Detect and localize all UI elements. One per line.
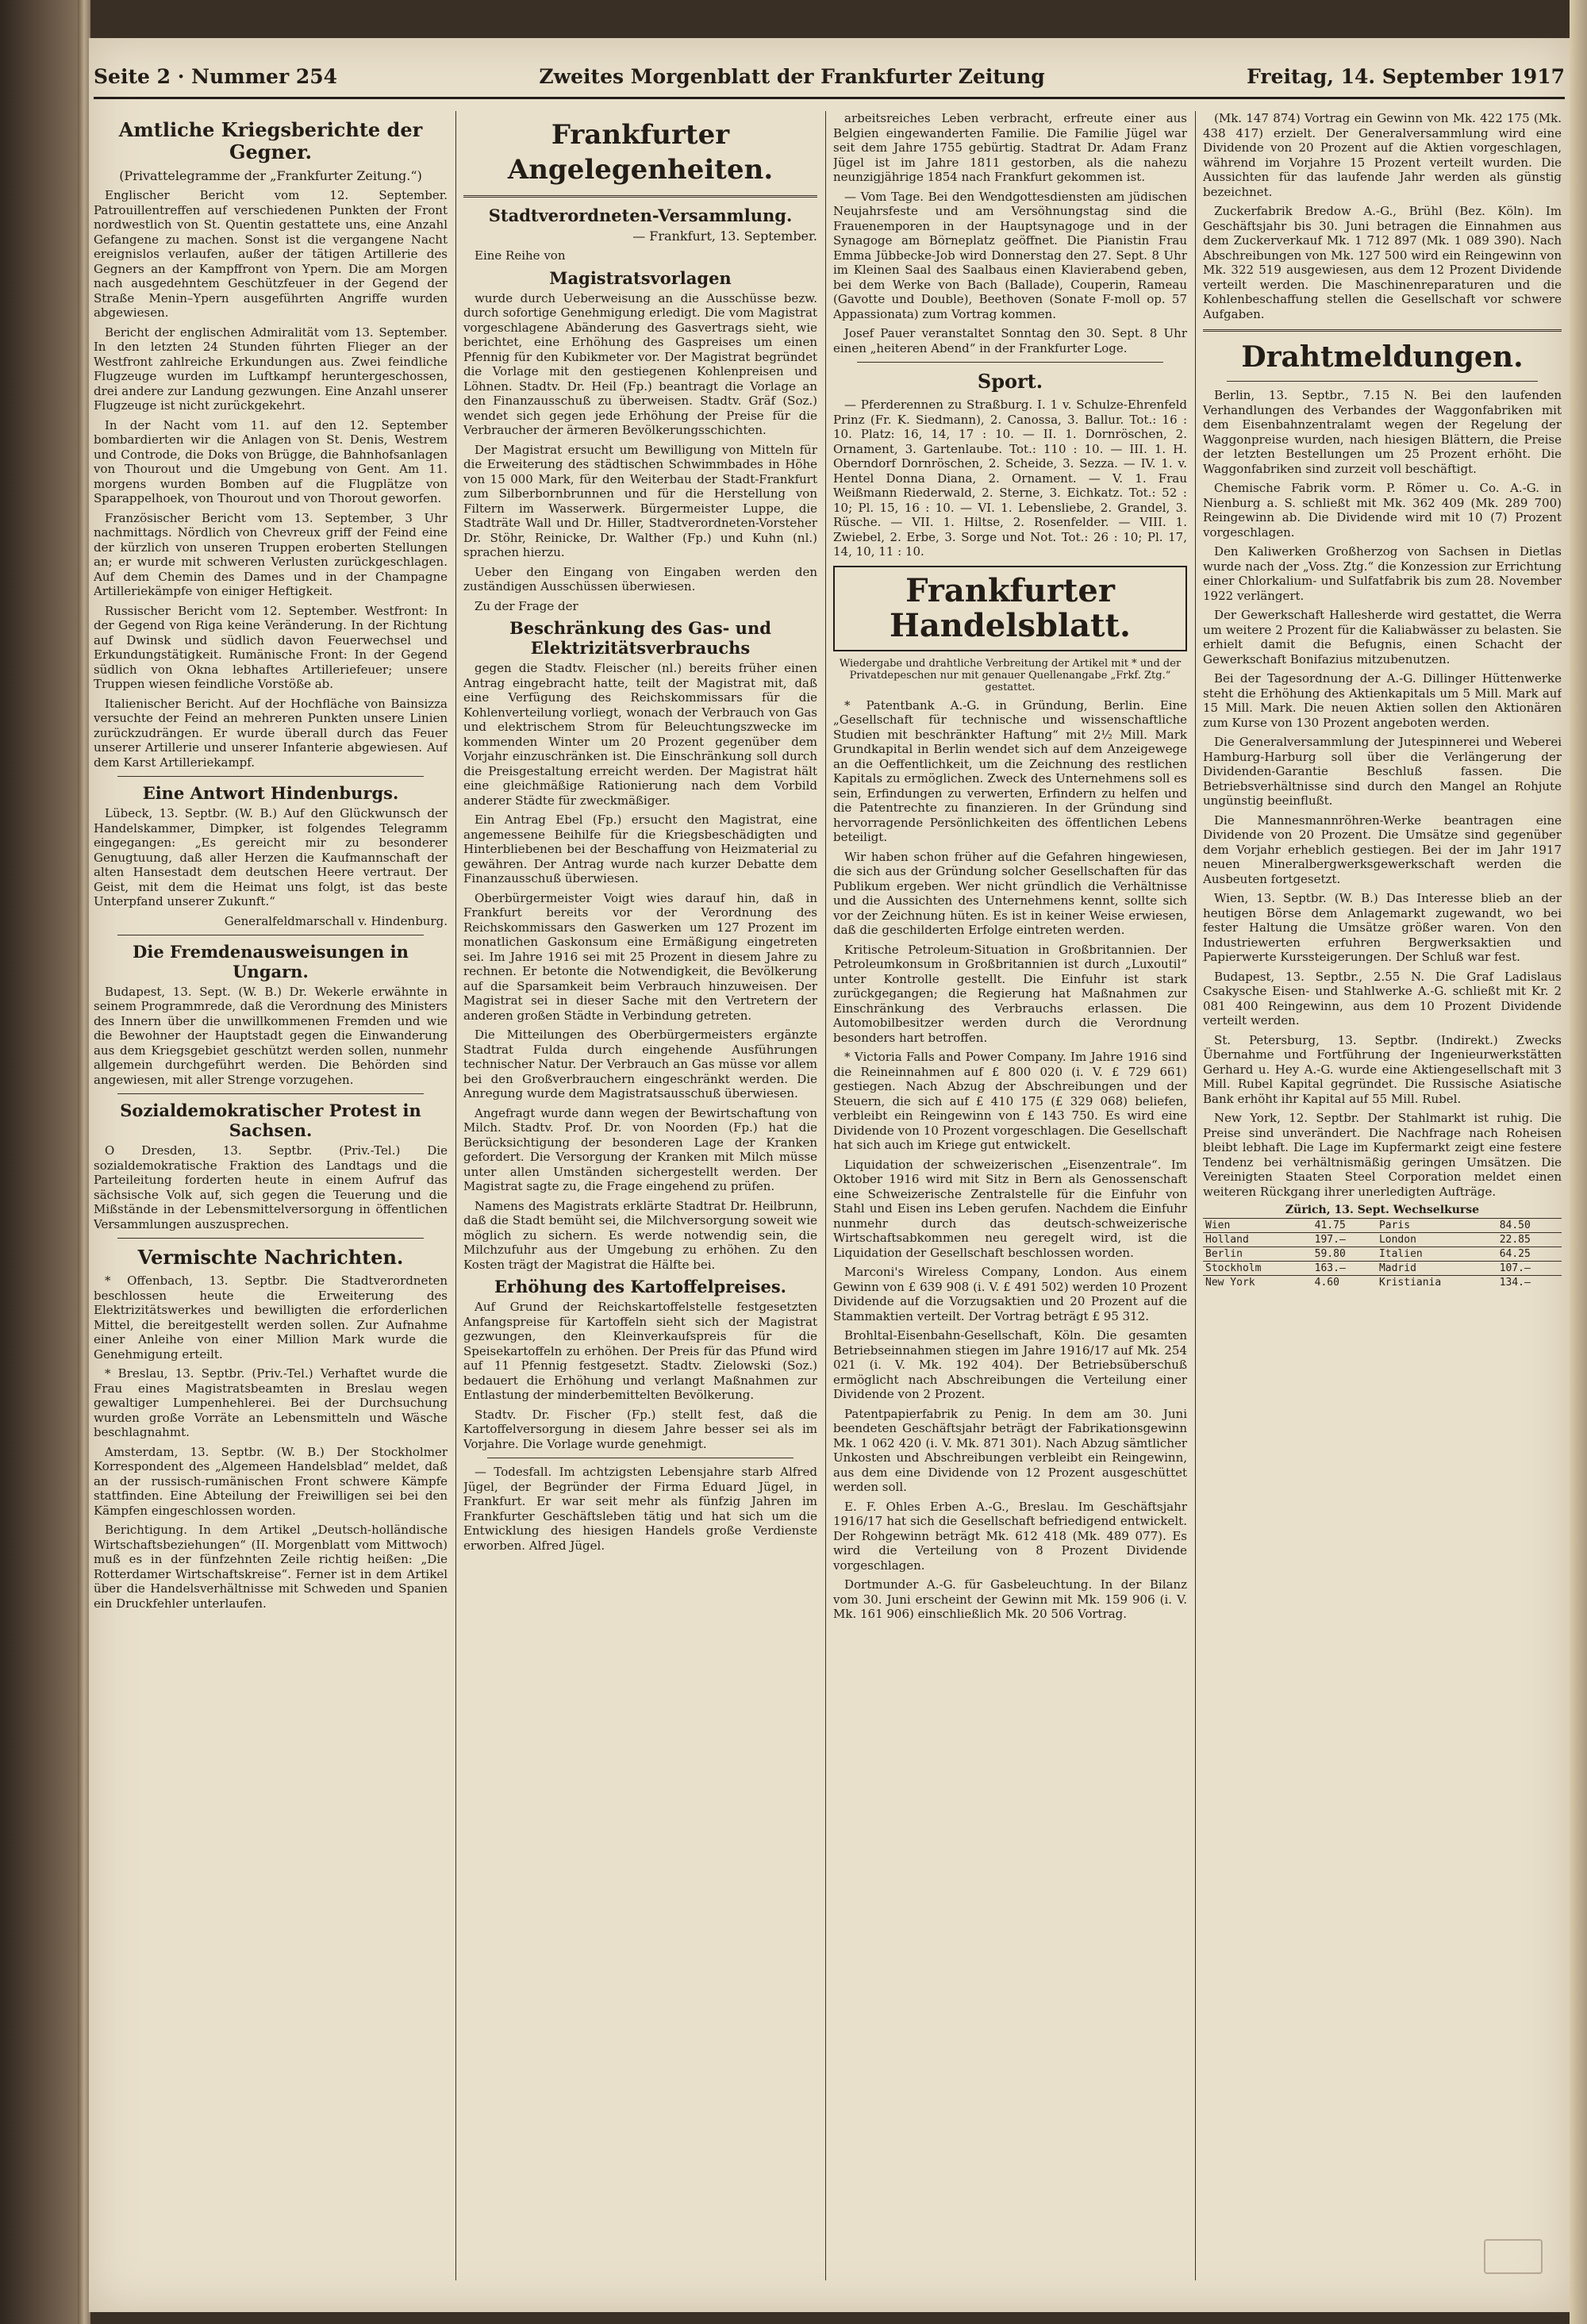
table-cell: Madrid	[1377, 1262, 1497, 1276]
table-cell: 4.60	[1312, 1276, 1377, 1290]
table-row	[1203, 1276, 1562, 1290]
article-paragraph: Lübeck, 13. Septbr. (W. B.) Auf den Glückwunsch der Handelskammer, Dimpker, ist folgendes Telegramm eingegangen: „Es gereicht mir zu besonderer Genugtuung, daß aller Herzen die Kaufmannschaft der alten Hansestadt dem deutschen Heere vertraut. Der Geist, mit dem die Heimat uns folgt, ist das beste Unterpfand unserer Zukunft.“	[94, 806, 448, 908]
article-paragraph: Der Magistrat ersucht um Bewilligung von Mitteln für die Erweiterung des städtischen Schwimmbades in Höhe von 15 000 Mark, für den Weiterbau der Stadt-Frankfurt zum Silberbornbrunnen und für die Herstellung von Filtern im Wasserwerk. Bürgermeister Luppe, die Stadträte Wall und Dr. Hiller, Stadtverordneten-Vorsteher Dr. Stöhr, Reinicke, Dr. Walther (Fp.) und Kuhn (nl.) sprachen hierzu.	[463, 442, 817, 559]
article-paragraph: — Vom Tage. Bei den Wendgottesdiensten am jüdischen Neujahrsfeste und am Versöhnungstag sind die Frauenemporen in der Hauptsynagoge und in der Synagoge am Börneplatz geöffnet. Die Pianistin Frau Emma Jübbecke-Job wird Donnerstag den 27. Sept. 8 Uhr im Kleinen Saal des Saalbaus einen Klavierabend geben, bei dem Werke von Bach (Ballade), Couperin, Rameau (Gavotte und Double), Beethoven (Sonate F-moll op. 57 Appassionata) zum Vortrag kommen.	[833, 189, 1187, 321]
article-paragraph: Der Gewerkschaft Hallesherde wird gestattet, die Werra um weitere 2 Prozent für die Kaliabwässer zu belasten. Sie erhielt damit die Befugnis, einen Schacht der Gewerkschaft Bonifazius mitzubenutzen.	[1203, 608, 1562, 666]
page-edge	[1570, 0, 1587, 2324]
signature-hindenburg: Generalfeldmarschall v. Hindenburg.	[224, 913, 448, 928]
column-separator	[455, 111, 456, 2280]
headline-sport: Sport.	[977, 370, 1043, 393]
table-cell: London	[1377, 1233, 1497, 1247]
article-paragraph: Zu der Frage der	[475, 598, 578, 613]
subheading-gasverbrauch: Beschränkung des Gas- und Elektrizitätsverbrauchs	[509, 618, 771, 658]
article-paragraph: Dortmunder A.-G. für Gasbeleuchtung. In der Bilanz vom 30. Juni erscheint der Gewinn mit Mk. 159 906 (i. V. Mk. 161 906) einschließlich Mk. 20 506 Vortrag.	[833, 1577, 1187, 1621]
article-paragraph: Den Kaliwerken Großherzog von Sachsen in Dietlas wurde nach der „Voss. Ztg.“ die Konzession zur Errichtung einer Chlorkalium- und Sulfatfabrik bis zum 28. November 1922 verlängert.	[1203, 544, 1562, 603]
article-paragraph: (Mk. 147 874) Vortrag ein Gewinn von Mk. 422 175 (Mk. 438 417) erzielt. Der Generalversammlung wird eine Dividende von 20 Prozent auf die Aktien vorgeschlagen, während im Vorjahre 15 Prozent verteilt wurden. Die Aussichten für das laufende Jahr werden als günstig bezeichnet.	[1203, 111, 1562, 199]
article-paragraph: Marconi's Wireless Company, London. Aus einem Gewinn von £ 639 908 (i. V. £ 491 502) werden 10 Prozent Dividende auf die Vorzugsaktien und 20 Prozent auf die Stammaktien verteilt. Der Vortrag beträgt £ 95 312.	[833, 1265, 1187, 1323]
column-1	[94, 111, 448, 2280]
table-cell: Kristiania	[1377, 1276, 1497, 1290]
headline-stadtverordneten: Stadtverordneten-Versammlung.	[488, 206, 793, 225]
article-paragraph: Berlin, 13. Septbr., 7.15 N. Bei den laufenden Verhandlungen des Verbandes der Waggonfabriken mit dem Eisenbahnzentralamt wegen der Regelung der Waggonpreise wurden, nach hiesigen Blättern, die Preise der letzten Bestellungen um 25 Prozent erhöht. Die Waggonfabriken sind zurzeit voll beschäftigt.	[1203, 388, 1562, 476]
article-paragraph: Auf Grund der Reichskartoffelstelle festgesetzten Anfangspreise für Kartoffeln sieht sich der Magistrat gezwungen, den Kleinverkaufspreis für die Speisekartoffeln zu erhöhen. Der Preis für das Pfund wird auf 11 Pfennig festgesetzt. Stadtv. Zielowski (Soz.) bedauert die Erhöhung und verlangt Maßnahmen zur Entlastung der minderbemittelten Bevölkerung.	[463, 1300, 817, 1402]
table-cell: Paris	[1377, 1219, 1497, 1233]
headline-drahtmeldungen: Drahtmeldungen.	[1241, 340, 1524, 374]
article-paragraph: * Patentbank A.-G. in Gründung, Berlin. Eine „Gesellschaft für technische und wissenschaftliche Studien mit beschränkter Haftung“ mit 2½ Mill. Mark Grundkapital in Berlin wendet sich auf dem Anzeigewege an die Oeffentlichkeit, um die Zeichnung des restlichen Kapitals zu ermöglichen. Zweck des Unternehmens soll es sein, Erfindungen zu verwerten, Erfindern zu helfen und die Patentrechte zu finanzieren. In der Gründung sind hervorragende Persönlichkeiten des öffentlichen Lebens beteiligt.	[833, 697, 1187, 844]
table-cell: Stockholm	[1203, 1262, 1312, 1276]
handelsblatt-notice: Wiedergabe und drahtliche Verbreitung der Artikel mit * und der Privatdepeschen nur mit genauer Quellenangabe „Frkf. Ztg.“ gestattet.	[839, 657, 1182, 693]
table-row	[1203, 1247, 1562, 1262]
headline-ungarn: Die Fremdenausweisungen in Ungarn.	[133, 941, 409, 981]
exchange-table-title: Zürich, 13. Sept. Wechselkurse	[1285, 1204, 1480, 1216]
masthead-page-number: Seite 2 · Nummer 254	[94, 64, 338, 88]
table-row	[1203, 1233, 1562, 1247]
article-paragraph: Budapest, 13. Sept. (W. B.) Dr. Wekerle erwähnte in seinem Programmrede, daß die Verordnung des Ministers des Innern über die unwillkommenen Fremden und wie die Bewohner der Hauptstadt gegen die Einwanderung aus dem Kriegsgebiet geschützt werden sollen, nunmehr allgemein durchgeführt werden. Die Behörden sind angewiesen, mit aller Strenge vorzugehen.	[94, 984, 448, 1087]
section-divider	[857, 362, 1163, 363]
article-paragraph: * Offenbach, 13. Septbr. Die Stadtverordneten beschlossen heute die Erweiterung des Elektrizitätswerkes und bewilligten die erforderlichen Mittel, die bereitgestellt werden sollen. Zur Aufnahme einer Anleihe von einer Million Mark wurde die Genehmigung erteilt.	[94, 1273, 448, 1362]
table-cell: 84.50	[1497, 1219, 1562, 1233]
article-paragraph: Bei der Tagesordnung der A.-G. Dillinger Hüttenwerke steht die Erhöhung des Aktienkapitals um 5 Mill. Mark auf 15 Mill. Mark. Die neuen Aktien sollen den Aktionären zum Kurse von 130 Prozent angeboten werden.	[1203, 671, 1562, 730]
exchange-rate-table	[1203, 1218, 1562, 1289]
handelsblatt-banner	[833, 566, 1187, 651]
table-cell: New York	[1203, 1276, 1312, 1290]
subheading-magistratsvorlagen: Magistratsvorlagen	[549, 267, 732, 288]
article-paragraph: Zuckerfabrik Bredow A.-G., Brühl (Bez. Köln). Im Geschäftsjahr bis 30. Juni betragen die Einnahmen aus dem Zuckerverkauf Mk. 1 712 897 (Mk. 1 089 390). Nach Abschreibungen von Mk. 127 500 wird ein Reingewinn von Mk. 322 519 ausgewiesen, aus dem 12 Prozent Dividende verteilt werden. Die Maschinenreparaturen und die Kohlenbeschaffung stellen die Gesellschaft vor schwere Aufgaben.	[1203, 204, 1562, 321]
article-paragraph: Ueber den Eingang von Eingaben werden den zuständigen Ausschüssen überwiesen.	[463, 564, 817, 593]
table-cell: 163.—	[1312, 1262, 1377, 1276]
section-divider	[117, 776, 424, 777]
article-paragraph: Die Mitteilungen des Oberbürgermeisters ergänzte Stadtrat Fulda durch eingehende Ausführungen technischer Natur. Der Verbrauch an Gas müsse vor allem bei den Großverbrauchern eingeschränkt werden. Die Anregung wurde dem Magistratsausschuß überwiesen.	[463, 1028, 817, 1101]
table-cell: 22.85	[1497, 1233, 1562, 1247]
article-paragraph: O Dresden, 13. Septbr. (Priv.-Tel.) Die sozialdemokratische Fraktion des Landtags und die Parteileitung forderten heute in einem Aufruf das sächsische Volk auf, sich gegen die Teuerung und die Mißstände in der Lebensmittelversorgung in öffentlichen Versammlungen auszusprechen.	[94, 1143, 448, 1231]
article-paragraph: Englischer Bericht vom 12. September. Patrouillentreffen auf verschiedenen Punkten der Front nordwestlich von St. Quentin gestattete uns, eine Anzahl Gefangene zu machen. Sonst ist die vergangene Nacht ereignislos verlaufen, außer der tätigen Artillerie des Gegners an der Kampffront von Ypern. Die am Morgen nach ausgedehntem Geschützfeuer in der Gegend der Straße Menin–Ypern ausgeführten Angriffe wurden abgewiesen.	[94, 188, 448, 320]
column-4	[1203, 111, 1562, 2280]
masthead	[94, 60, 1565, 92]
article-paragraph: — Pferderennen zu Straßburg. I. 1 v. Schulze-Ehrenfeld Prinz (Fr. K. Siedmann), 2. Canossa, 3. Ballur. Tot.: 16 : 10. Platz: 16, 14, 17 : 10. — II. 1. Dornröschen, 2. Ornament, 3. Gartenlaube. Tot.: 110 : 10. — III. 1. H. Oberndorf Dornröschen, 2. Scheide, 3. Sezza. — IV. 1. v. Hentel Donna Diana, 2. Ornament. — V. 1. Frau Weißmann Riederwald, 2. Sterne, 3. Eichkatz. Tot.: 52 : 10; Pl. 15, 16 : 10. — VI. 1. Lebensliebe, 2. Grandel, 3. Rüsche. — VII. 1. Hiltse, 2. Rosenfelder. — VIII. 1. Zwiebel, 2. Erbe, 3. Sorge und Not. Tot.: 26 : 10; Pl. 17, 14, 10, 11 : 10.	[833, 398, 1187, 559]
headline-frankfurter-angelegenheiten: Frankfurter Angelegenheiten.	[507, 119, 774, 186]
section-divider	[117, 1093, 424, 1094]
article-paragraph: Josef Pauer veranstaltet Sonntag den 30. Sept. 8 Uhr einen „heiteren Abend“ in der Frankfurter Loge.	[833, 326, 1187, 355]
column-2	[463, 111, 817, 2280]
archive-stamp	[1484, 2239, 1543, 2274]
article-paragraph: Oberbürgermeister Voigt wies darauf hin, daß in Frankfurt bereits vor der Verordnung des Reichskommissars den Gaswerken um 127 Prozent im monatlichen Gaskonsum eine Ermäßigung eingetreten sei. Im Jahre 1916 sei mit 25 Prozent in diesem Jahre zu rechnen. Er betonte die Notwendigkeit, die Bevölkerung auf die Sparsamkeit beim Verbrauch hinzuweisen. Der Magistrat sei in dieser Sache mit den Vertretern der anderen großen Städte in Verbindung getreten.	[463, 890, 817, 1023]
article-paragraph: Wir haben schon früher auf die Gefahren hingewiesen, die sich aus der Gründung solcher Gesellschaften für das Publikum ergeben. Wer nicht gründlich die Verhältnisse und die Aussichten des Unternehmens kennt, sollte sich vor der Zeichnung hüten. Es ist in keiner Weise erwiesen, daß die geschilderten Erfolge eintreten werden.	[833, 849, 1187, 937]
article-paragraph: In der Nacht vom 11. auf den 12. September bombardierten wir die Anlagen von St. Denis, Westrem und Controde, die Doks von Brügge, die Bahnhofsanlagen von Thourout und die Umgebung von Gent. Am 11. morgens wurden Bomben auf die Flugplätze von Sparappelhoek, von Thourout und von Thorout geworfen.	[94, 417, 448, 505]
masthead-rule	[94, 97, 1565, 99]
table-cell: 64.25	[1497, 1247, 1562, 1262]
article-paragraph: Kritische Petroleum-Situation in Großbritannien. Der Petroleumkonsum in Großbritannien ist durch „Luxoutil“ unter Kontrolle gestellt. Die Einfuhr ist stark zurückgegangen; die Regierung hat Maßnahmen zur Einschränkung des Verbrauchs erlassen. Die Automobilbesitzer werden durch die Verordnung besonders hart betroffen.	[833, 942, 1187, 1045]
article-paragraph: arbeitsreiches Leben verbracht, erfreute einer aus Belgien eingewanderten Familie. Die Familie Jügel war seit dem Jahre 1755 gebürtig. Stadtrat Dr. Adam Franz Jügel ist im Jahre 1811 gestorben, als die nahezu neunzigjährige 1854 nach Frankfurt gekommen ist.	[833, 111, 1187, 184]
article-paragraph: St. Petersburg, 13. Septbr. (Indirekt.) Zwecks Übernahme und Fortführung der Ingenieurwerkstätten Gerhard u. Hey A.-G. wurde eine Aktiengesellschaft mit 3 Mill. Rubel Kapital gegründet. Die Russische Asiatische Bank erhöht ihr Kapital auf 55 Mill. Rubel.	[1203, 1032, 1562, 1106]
article-paragraph: Budapest, 13. Septbr., 2.55 N. Die Graf Ladislaus Csakysche Eisen- und Stahlwerke A.-G. schließt mit Kr. 2 081 400 Reingewinn, aus dem 10 Prozent Dividende verteilt werden.	[1203, 969, 1562, 1028]
article-paragraph: Amsterdam, 13. Septbr. (W. B.) Der Stockholmer Korrespondent des „Algemeen Handelsblad“ meldet, daß an der russisch-rumänischen Front schwere Kämpfe stattfinden. Eine Abteilung der Freiwilligen sei bei den Kämpfen eingeschlossen worden.	[94, 1444, 448, 1518]
subline-kriegsberichte: (Privattelegramme der „Frankfurter Zeitung.“)	[119, 168, 422, 183]
headline-protest: Sozialdemokratischer Protest in Sachsen.	[120, 1101, 421, 1140]
section-divider	[463, 195, 817, 198]
table-cell: 59.80	[1312, 1247, 1377, 1262]
table-row	[1203, 1262, 1562, 1276]
newspaper-page	[89, 38, 1570, 2312]
section-divider	[1203, 329, 1562, 332]
headline-hindenburg: Eine Antwort Hindenburgs.	[142, 783, 399, 803]
table-cell: 134.—	[1497, 1276, 1562, 1290]
column-separator	[825, 111, 826, 2280]
table-cell: Holland	[1203, 1233, 1312, 1247]
section-divider	[1227, 381, 1538, 382]
article-paragraph: Liquidation der schweizerischen „Eisenzentrale“. Im Oktober 1916 wird mit Sitz in Bern als Genossenschaft eine Schweizerische Zentralstelle für die Einfuhr von Stahl und Eisen ins Leben gerufen. Nachdem die Einfuhr nunmehr durch das deutsch-schweizerische Wirtschaftsabkommen neu geregelt wird, ist die Liquidation der Gesellschaft beschlossen worden.	[833, 1157, 1187, 1260]
table-cell: 107.—	[1497, 1262, 1562, 1276]
column-separator	[1195, 111, 1196, 2280]
article-paragraph: Chemische Fabrik vorm. P. Römer u. Co. A.-G. in Nienburg a. S. schließt mit Mk. 362 409 (Mk. 289 700) Reingewinn ab. Die Dividende wird mit 10 (7) Prozent vorgeschlagen.	[1203, 481, 1562, 540]
article-paragraph: Patentpapierfabrik zu Penig. In dem am 30. Juni beendeten Geschäftsjahr beträgt der Fabrikationsgewinn Mk. 1 062 420 (i. V. Mk. 871 301). Nach Abzug sämtlicher Unkosten und Abschreibungen verbleibt ein Reingewinn, aus dem eine Dividende von 12 Prozent ausgeschüttet werden soll.	[833, 1406, 1187, 1494]
book-binding	[0, 0, 87, 2324]
article-paragraph: Brohltal-Eisenbahn-Gesellschaft, Köln. Die gesamten Betriebseinnahmen stiegen im Jahre 1916/17 auf Mk. 254 021 (i. V. Mk. 192 404). Der Betriebsüberschuß ermöglicht nach Abschreibungen die Verteilung einer Dividende von 2 Prozent.	[833, 1328, 1187, 1401]
article-paragraph: Ein Antrag Ebel (Fp.) ersucht den Magistrat, eine angemessene Beihilfe für die Kriegsbeschädigten und Hinterbliebenen bei der Beschaffung von Heizmaterial zu gewähren. Der Antrag wurde nach kurzer Debatte dem Finanzausschuß überwiesen.	[463, 812, 817, 885]
article-paragraph: New York, 12. Septbr. Der Stahlmarkt ist ruhig. Die Preise sind unverändert. Die Nachfrage nach Roheisen bleibt lebhaft. Die Lage im Kupfermarkt zeigt eine festere Tendenz bei verhältnismäßig geringen Umsätzen. Die Vereinigten Staaten Steel Corporation meldet einen weiteren Rückgang ihrer unerledigten Aufträge.	[1203, 1111, 1562, 1199]
article-paragraph: — Todesfall. Im achtzigsten Lebensjahre starb Alfred Jügel, der Begründer der Firma Eduard Jügel, in Frankfurt. Er war seit mehr als fünfzig Jahren im Frankfurter Geschäftsleben tätig und hat sich um die Entwicklung des hiesigen Handels große Verdienste erworben. Alfred Jügel.	[463, 1465, 817, 1553]
article-paragraph: E. F. Ohles Erben A.-G., Breslau. Im Geschäftsjahr 1916/17 hat sich die Gesellschaft befriedigend entwickelt. Der Rohgewinn beträgt Mk. 612 418 (Mk. 489 077). Es wird die Verteilung von 8 Prozent Dividende vorgeschlagen.	[833, 1499, 1187, 1573]
article-paragraph: Die Generalversammlung der Jutespinnerei und Weberei Hamburg-Harburg soll über die Verlängerung der Dividenden-Garantie Beschluß fassen. Die Betriebsverhältnisse sind durch den Mangel an Rohjute ungünstig beeinflußt.	[1203, 735, 1562, 808]
headline-kriegsberichte: Amtliche Kriegsberichte der Gegner.	[118, 118, 423, 163]
article-paragraph: Eine Reihe von	[475, 248, 566, 263]
article-paragraph: Namens des Magistrats erklärte Stadtrat Dr. Heilbrunn, daß die Stadt bemüht sei, die Milchversorgung soweit wie möglich zu sichern. Es werde notwendig sein, die Milchzufuhr aus der Umgebung zu erhöhen. Zu den Kosten trägt der Magistrat die Hälfte bei.	[463, 1198, 817, 1272]
article-paragraph: Wien, 13. Septbr. (W. B.) Das Interesse blieb an der heutigen Börse dem Anlagemarkt zugewandt, wo bei fester Haltung die Umsätze größer waren. Von den Industriewerten erfuhren Bergwerksaktien und Papierwerte Kurssteigerungen. Der Schluß war fest.	[1203, 891, 1562, 964]
article-paragraph: wurde durch Ueberweisung an die Ausschüsse bezw. durch sofortige Genehmigung erledigt. Die vom Magistrat vorgeschlagene Abänderung des Gasvertrags sieht, wie berichtet, eine Erhöhung des Gaspreises um einen Pfennig für den Kubikmeter vor. Der Magistrat begründet die Vorlage mit den gestiegenen Kohlenpreisen und Löhnen. Stadtv. Dr. Heil (Fp.) beantragt die Vorlage an den Finanzausschuß zu überweisen. Stadtv. Gräf (Soz.) wendet sich gegen jede Erhöhung der Preise für die Verbraucher der ärmeren Bevölkerungsschichten.	[463, 290, 817, 437]
table-cell: 197.—	[1312, 1233, 1377, 1247]
masthead-date: Freitag, 14. September 1917	[1247, 64, 1565, 88]
dateline: — Frankfurt, 13. September.	[632, 229, 817, 244]
article-paragraph: * Victoria Falls and Power Company. Im Jahre 1916 sind die Reineinnahmen auf £ 800 020 (i. V. £ 729 661) gestiegen. Nach Abzug der Abschreibungen und der Steuern, die sich auf £ 410 175 (£ 329 068) beliefen, verbleibt ein Reingewinn von £ 143 750. Es wird eine Dividende von 10 Prozent vorgeschlagen. Die Gesellschaft hat sich auch im Kriege gut entwickelt.	[833, 1050, 1187, 1152]
subheading-kartoffelpreis: Erhöhung des Kartoffelpreises.	[494, 1277, 786, 1296]
table-cell: Berlin	[1203, 1247, 1312, 1262]
table-cell: Italien	[1377, 1247, 1497, 1262]
column-3	[833, 111, 1187, 2280]
article-paragraph: Bericht der englischen Admiralität vom 13. September. In den letzten 24 Stunden führten Flieger an der Westfront zahlreiche Erkundungen aus. Zwei feindliche Flugzeuge wurden im Luftkampf heruntergeschossen, drei andere zur Landung gezwungen. Eine Anzahl unserer Flugzeuge ist nicht zurückgekehrt.	[94, 325, 448, 413]
article-paragraph: Italienischer Bericht. Auf der Hochfläche von Bainsizza versuchte der Feind an mehreren Punkten unsere Linien zurückzudrängen. Er wurde überall durch das Feuer unserer Artillerie und unserer Infanterie abgewiesen. Auf dem Karst Artilleriekampf.	[94, 696, 448, 770]
article-paragraph: gegen die Stadtv. Fleischer (nl.) bereits früher einen Antrag eingebracht hatte, teilt der Magistrat mit, daß eine Verfügung des Reichskommissars für die Kohlenverteilung vorliegt, wonach der Verbrauch von Gas und elektrischem Strom für Beleuchtungszwecke im kommenden Winter um 20 Prozent gegenüber dem Vorjahr einzuschränken ist. Die Einschränkung soll durch die Preisgestaltung erreicht werden. Der Magistrat hält eine gleichmäßige Rationierung nach dem Vorbild anderer Städte für zweckmäßiger.	[463, 661, 817, 808]
article-paragraph: Russischer Bericht vom 12. September. Westfront: In der Gegend von Riga keine Veränderung. In der Richtung auf Dwinsk und südlich davon Feuerwechsel und Erkundungstätigkeit. Rumänische Front: In der Gegend südlich von Okna lebhaftes Artilleriefeuer; unsere Truppen wiesen feindliche Vorstöße ab.	[94, 603, 448, 691]
article-paragraph: Französischer Bericht vom 13. September, 3 Uhr nachmittags. Nördlich von Chevreux griff der Feind eine der kürzlich von unseren Truppen eroberten Stellungen an; er wurde mit schweren Verlusten zurückgeschlagen. Auf dem Chemin des Dames und in der Champagne Artilleriekämpfe von einiger Heftigkeit.	[94, 510, 448, 598]
table-cell: Wien	[1203, 1219, 1312, 1233]
article-paragraph: * Breslau, 13. Septbr. (Priv.-Tel.) Verhaftet wurde die Frau eines Magistratsbeamten in Breslau wegen gewaltiger Lumpenhehlerei. Bei der Durchsuchung wurden große Vorräte an Lebensmitteln und Wäsche beschlagnahmt.	[94, 1366, 448, 1439]
headline-handelsblatt: Frankfurter Handelsblatt.	[890, 571, 1131, 644]
article-paragraph: Stadtv. Dr. Fischer (Fp.) stellt fest, daß die Kartoffelversorgung in diesem Jahre besser sei als im Vorjahre. Die Vorlage wurde genehmigt.	[463, 1407, 817, 1451]
article-paragraph: Angefragt wurde dann wegen der Bewirtschaftung von Milch. Stadtv. Prof. Dr. von Noorden (Fp.) hat die Berücksichtigung der besonderen Lage der Kranken gefordert. Die Versorgung der Kranken mit Milch müsse unter allen Umständen sichergestellt werden. Der Magistrat sagte zu, die Frage eingehend zu prüfen.	[463, 1105, 817, 1193]
article-paragraph: Berichtigung. In dem Artikel „Deutsch-holländische Wirtschaftsbeziehungen“ (II. Morgenblatt vom Mittwoch) muß es in der fünfzehnten Zeile richtig heißen: „Die Rotterdamer Wirtschaftskreise“. Ferner ist in dem Artikel über die Handelsverhältnisse mit Schweden und Spanien ein Druckfehler unterlaufen.	[94, 1523, 448, 1611]
table-cell: 41.75	[1312, 1219, 1377, 1233]
section-divider	[117, 1238, 424, 1239]
headline-vermischtes: Vermischte Nachrichten.	[137, 1246, 404, 1269]
table-row	[1203, 1219, 1562, 1233]
masthead-title: Zweites Morgenblatt der Frankfurter Zeitung	[539, 64, 1045, 88]
article-paragraph: Die Mannesmannröhren-Werke beantragen eine Dividende von 20 Prozent. Die Umsätze sind gegenüber dem Vorjahr erheblich gestiegen. Bei der im Jahr 1917 neuen Mineralbergwerksgewerkschaft werden die Ausbeuten fortgesetzt.	[1203, 812, 1562, 886]
